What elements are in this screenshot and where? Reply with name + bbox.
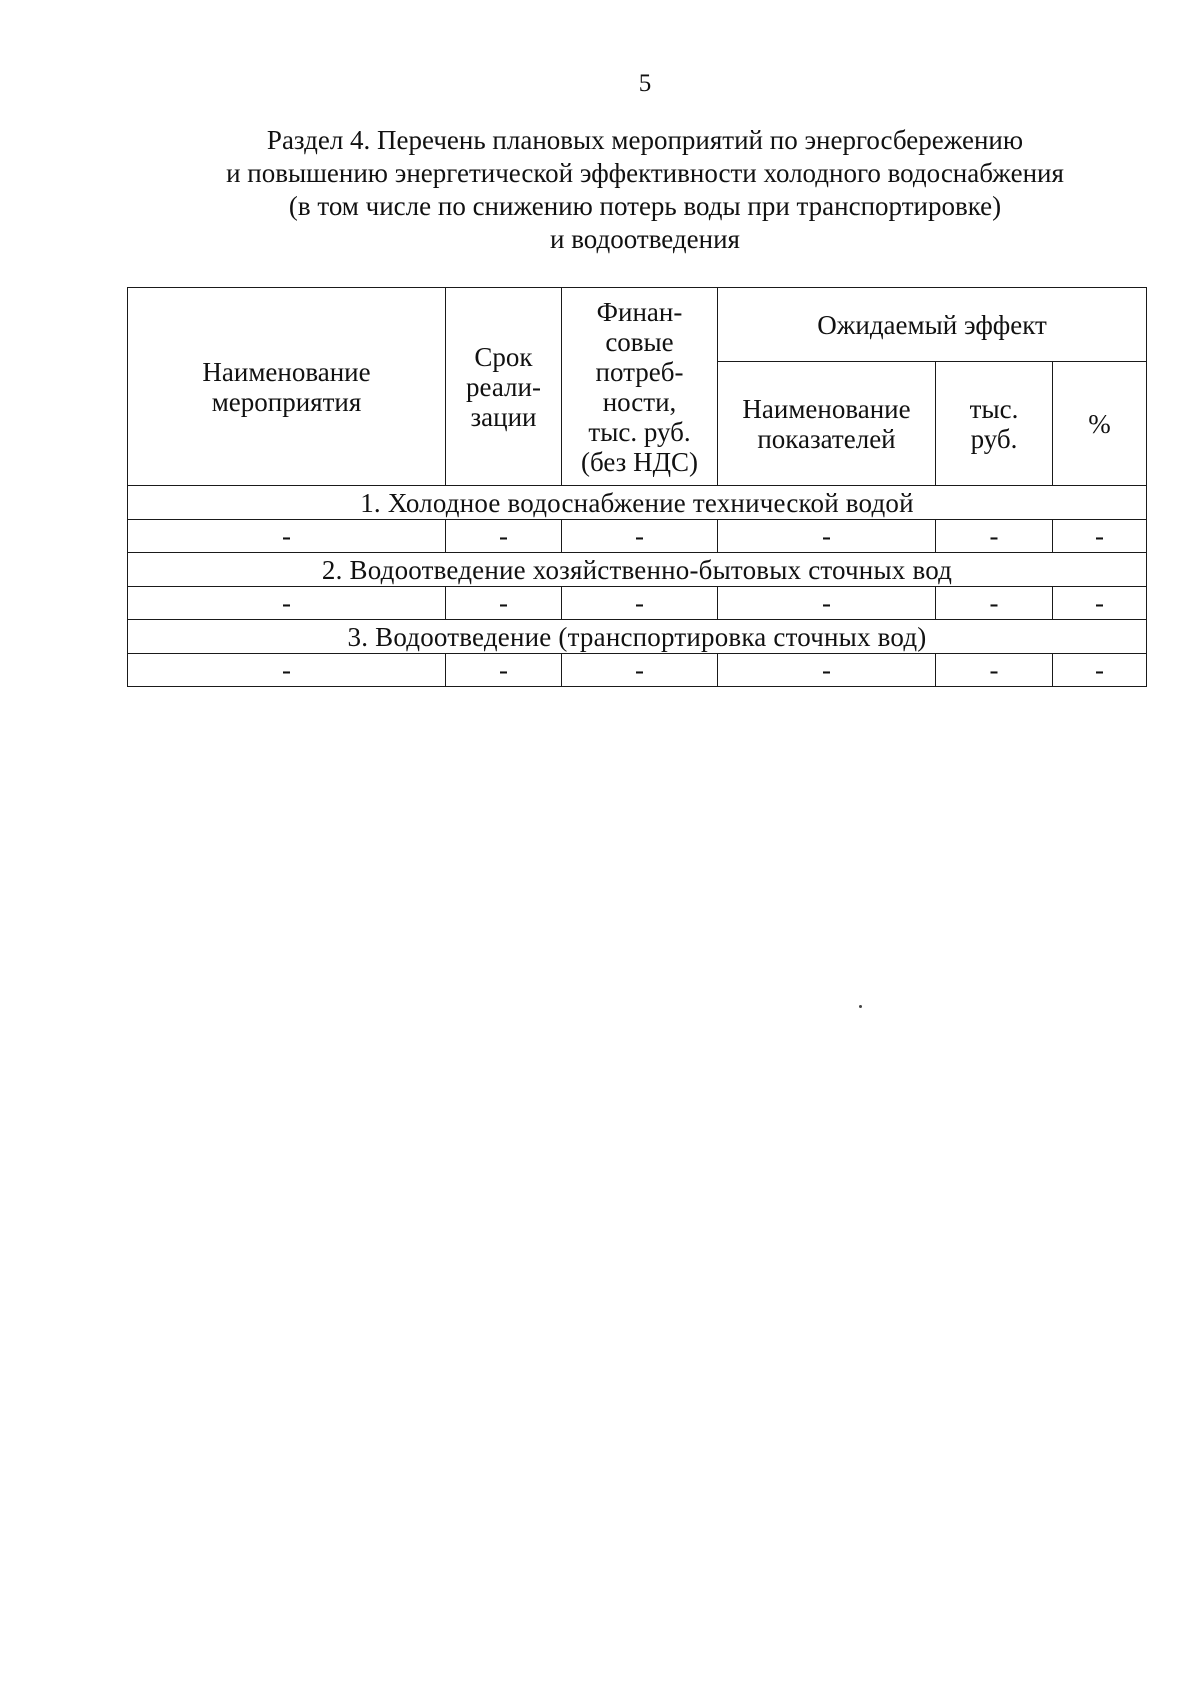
section-title: 3. Водоотведение (транспортировка сточных вод) [128,620,1147,654]
heading-line-2: и повышению энергетической эффективности холодного водоснабжения [226,158,1064,188]
heading-line-3: (в том числе по снижению потерь воды при транспортировке) [288,191,1002,221]
cell-percent: - [1053,520,1147,553]
cell-measure-name: - [128,654,446,687]
cell-percent: - [1053,654,1147,687]
header-expected-effect: Ожидаемый эффект [718,288,1147,362]
cell-term: - [446,654,562,687]
section-row [128,486,1147,520]
cell-indicator: - [718,520,936,553]
table-row [128,654,1147,687]
header-thousand-rub: тыс. руб. [936,362,1053,486]
section-title: 1. Холодное водоснабжение технической водой [128,486,1147,520]
cell-finance: - [562,654,718,687]
header-financial-needs: Финан- совые потреб- ности, тыс. руб. (без НДС) [562,288,718,486]
page-number: 5 [638,70,652,97]
section-title: 2. Водоотведение хозяйственно-бытовых сточных вод [128,553,1147,587]
header-percent: % [1053,362,1147,486]
heading-line-4: и водоотведения [550,224,740,254]
cell-term: - [446,520,562,553]
cell-finance: - [562,520,718,553]
table-row [128,587,1147,620]
header-measure-name: Наименование мероприятия [128,288,446,486]
cell-indicator: - [718,654,936,687]
document-heading [120,124,1170,256]
cell-thousand-rub: - [936,520,1053,553]
heading-line-1: Раздел 4. Перечень плановых мероприятий по энергосбережению [266,125,1024,155]
cell-measure-name: - [128,520,446,553]
cell-finance: - [562,587,718,620]
measures-table [127,287,1147,687]
header-indicator-name: Наименование показателей [718,362,936,486]
stray-dot-mark [859,1005,862,1008]
table-row [128,520,1147,553]
cell-thousand-rub: - [936,654,1053,687]
cell-measure-name: - [128,587,446,620]
header-implementation-term: Срок реали- зации [446,288,562,486]
section-row [128,620,1147,654]
cell-percent: - [1053,587,1147,620]
cell-term: - [446,587,562,620]
section-row [128,553,1147,587]
table-header-row-1 [128,288,1147,362]
cell-thousand-rub: - [936,587,1053,620]
cell-indicator: - [718,587,936,620]
